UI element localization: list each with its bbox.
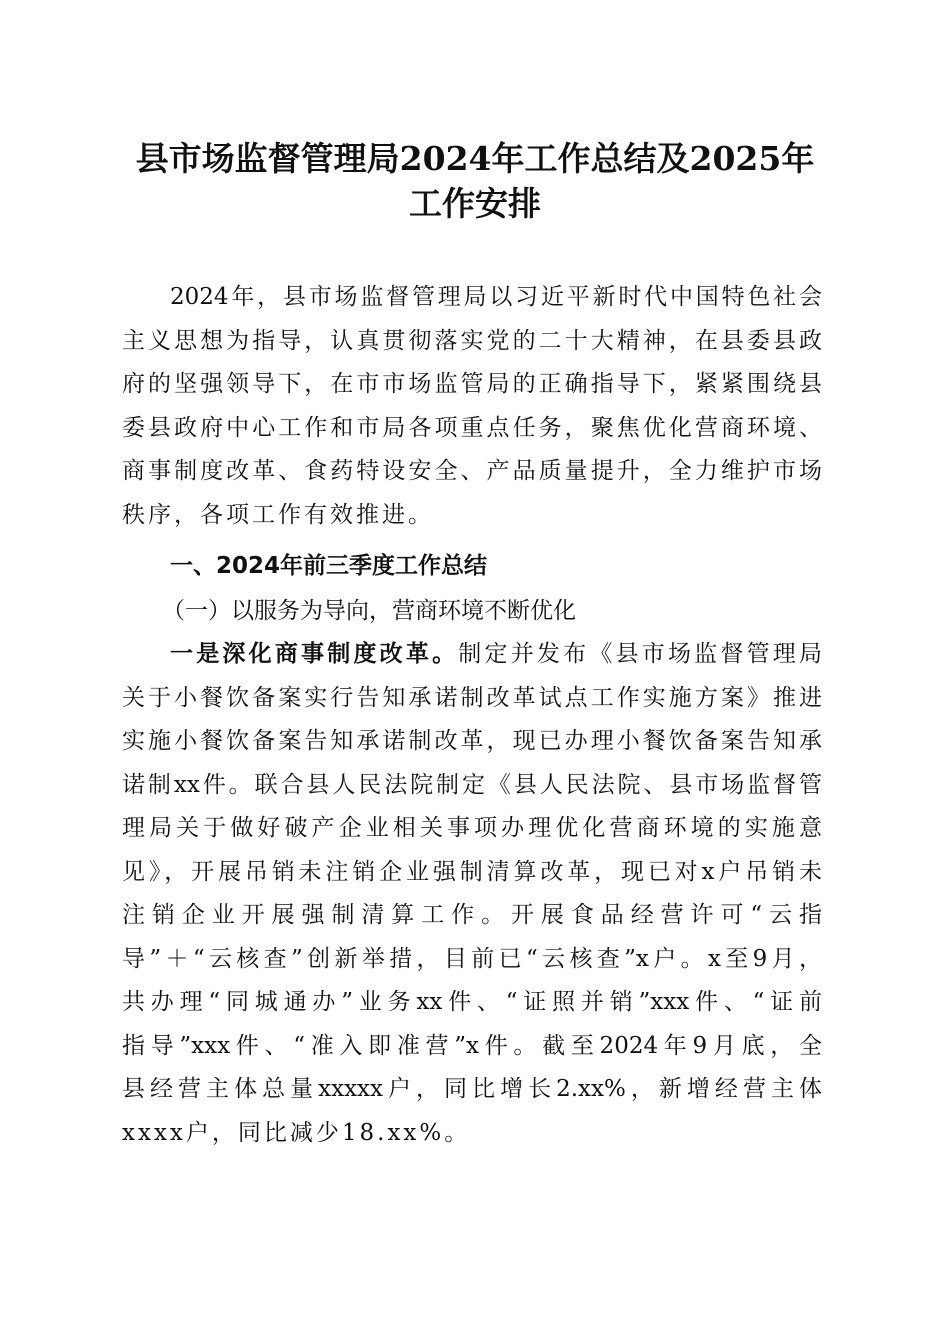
document-title xyxy=(0,136,950,226)
paragraph-lead: 一是深化商事制度改革。 xyxy=(170,641,459,667)
text-line: xxxx户，同比减少18.xx%。 xyxy=(122,1119,471,1146)
text-line: 理局关于做好破产企业相关事项办理优化营商环境的实施意 xyxy=(122,815,822,841)
text-line: 注销企业开展强制清算工作。开展食品经营许可“云指 xyxy=(122,902,822,928)
text-line: 关于小餐饮备案实行告知承诺制改革试点工作实施方案》推进 xyxy=(122,684,822,711)
text-line: 委县政府中心工作和市局各项重点任务，聚焦优化营商环境、 xyxy=(122,414,822,441)
text-line: 实施小餐饮备案告知承诺制改革，现已办理小餐饮备案告知承 xyxy=(122,728,822,754)
section-subheading: （一）以服务为导向，营商环境不断优化 xyxy=(162,598,576,624)
text-line: 见》，开展吊销未注销企业强制清算改革，现已对x户吊销未 xyxy=(122,858,822,885)
text-line: 主义思想为指导，认真贯彻落实党的二十大精神，在县委县政 xyxy=(122,327,822,354)
title-line-1: 县市场监督管理局2024年工作总结及2025年 xyxy=(135,139,815,178)
title-line-2: 工作安排 xyxy=(409,184,541,223)
text-line: 共办理“同城通办”业务xx件、“证照并销”xxx件、“证前 xyxy=(122,989,822,1015)
section-paragraph xyxy=(122,633,822,1155)
text-line: 指导”xxx件、“准入即准营”x件。截至2024年9月底，全 xyxy=(122,1032,822,1059)
text-line: 府的坚强领导下，在市市场监管局的正确指导下，紧紧围绕县 xyxy=(122,371,822,397)
document-body xyxy=(122,276,822,1155)
paragraph-first-rest: 制定并发布《县市场监督管理局 xyxy=(458,641,823,667)
intro-paragraph xyxy=(122,276,822,537)
text-line: 2024年，县市场监督管理局以习近平新时代中国特色社会 xyxy=(170,284,822,310)
text-line: 导”＋“云核查”创新举措，目前已“云核查”x户。x至9月， xyxy=(122,945,822,972)
text-line: 诺制xx件。联合县人民法院制定《县人民法院、县市场监督管 xyxy=(122,771,822,798)
section-heading: 一、2024年前三季度工作总结 xyxy=(170,553,488,579)
text-line: 县经营主体总量xxxxx户，同比增长2.xx%，新增经营主体 xyxy=(122,1076,822,1102)
text-line xyxy=(122,633,822,677)
text-line: 秩序，各项工作有效推进。 xyxy=(122,501,434,528)
text-line: 商事制度改革、食药特设安全、产品质量提升，全力维护市场 xyxy=(122,458,822,484)
